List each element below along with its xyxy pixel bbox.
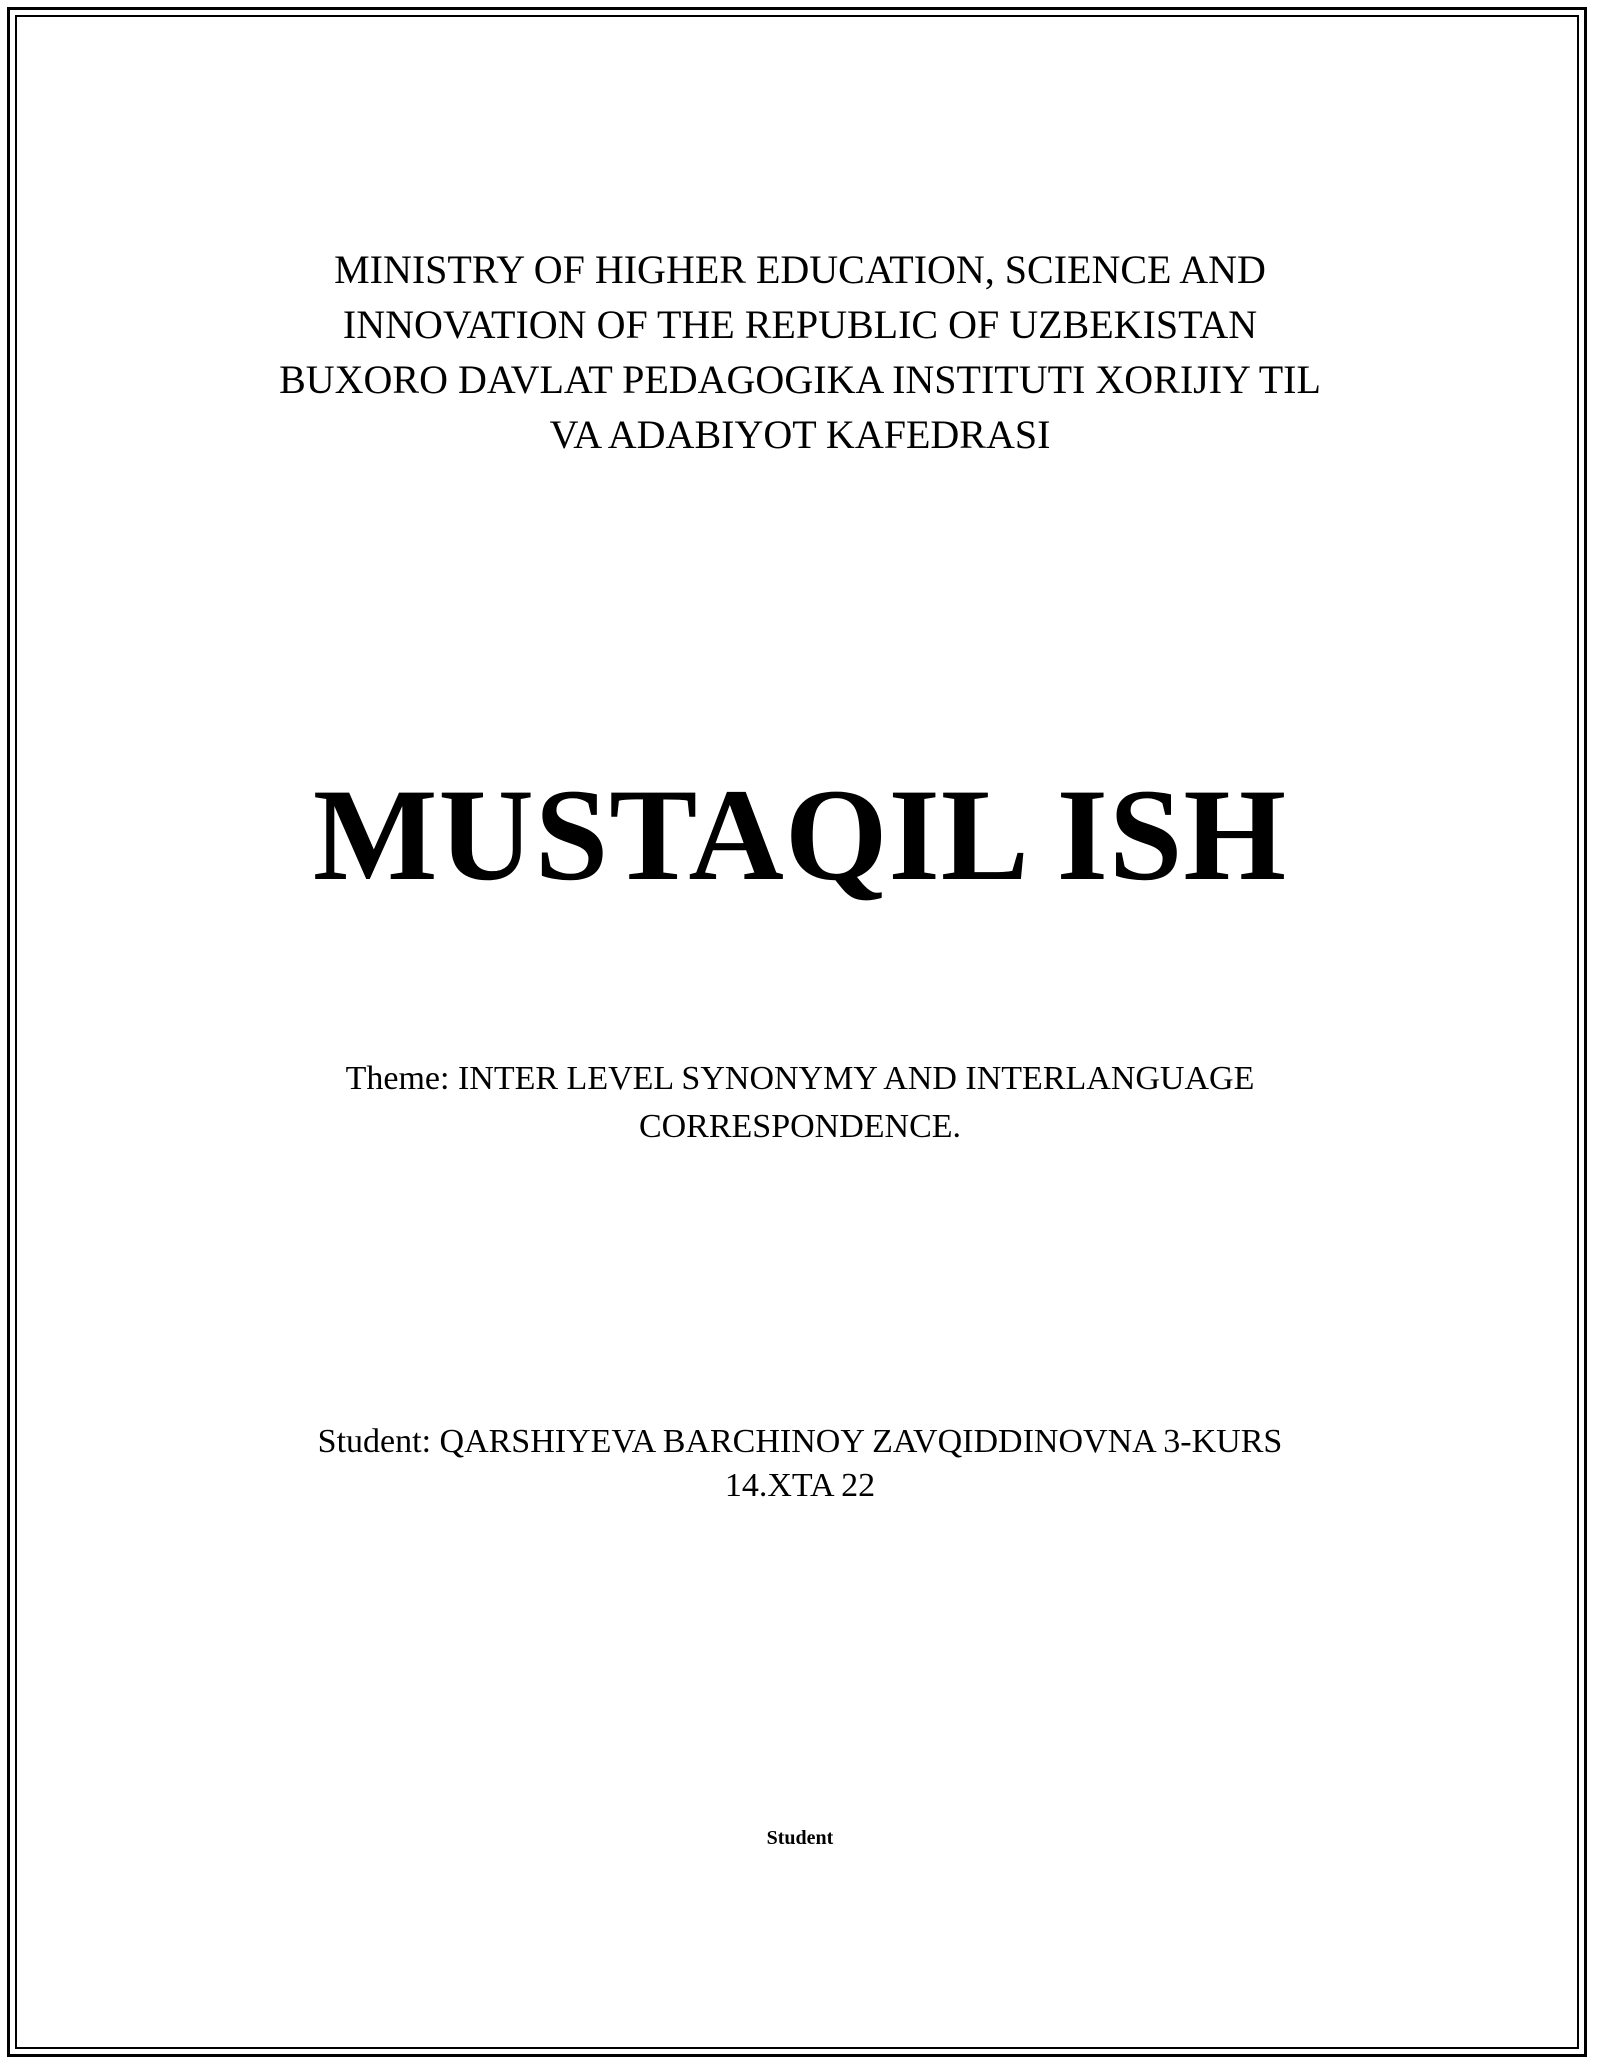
student-line: Student: QARSHIYEVA BARCHINOY ZAVQIDDINOVNA 3-KURS <box>317 1423 1283 1460</box>
student-info <box>0 1420 1600 1508</box>
footer-student-label: Student <box>766 1827 834 1849</box>
theme-text <box>0 1055 1600 1151</box>
student-line: 14.XTA 22 <box>724 1467 876 1504</box>
document-title: MUSTAQIL ISH <box>312 761 1288 908</box>
institution-line: BUXORO DAVLAT PEDAGOGIKA INSTITUTI XORIJIY TIL <box>279 357 1321 402</box>
institution-line: MINISTRY OF HIGHER EDUCATION, SCIENCE AND <box>334 247 1266 292</box>
theme-line: Theme: INTER LEVEL SYNONYMY AND INTERLANGUAGE <box>345 1060 1255 1097</box>
institution-header <box>0 242 1600 462</box>
theme-line: CORRESPONDENCE. <box>638 1108 962 1145</box>
institution-line: VA ADABIYOT KAFEDRASI <box>549 412 1051 457</box>
institution-line: INNOVATION OF THE REPUBLIC OF UZBEKISTAN <box>342 302 1258 347</box>
